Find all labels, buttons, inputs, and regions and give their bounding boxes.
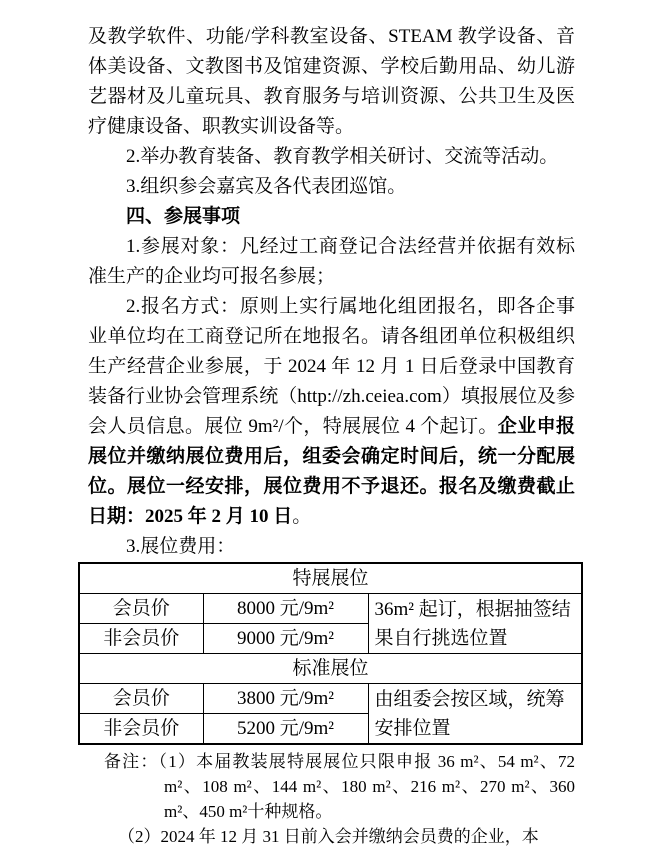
table-row-special-header — [79, 563, 582, 594]
price-type-cell: 会员价 — [79, 594, 203, 624]
registration-method-tail: 。 — [292, 506, 312, 527]
booth-fee-table — [78, 562, 583, 745]
paragraph-exhibit-scope-continued: 及教学软件、功能/学科教室设备、STEAM 教学设备、音体美设备、文教图书及馆建资源、学校后勤用品、幼儿游艺器材及儿童玩具、教育服务与培训资源、公共卫生及医疗健康设备、职教实训设备等。 — [88, 26, 575, 137]
table-row-special-member — [79, 594, 582, 624]
price-value-cell: 5200 元/9m² — [203, 714, 368, 745]
table-section-header-standard: 标准展位 — [79, 654, 582, 684]
table-section-header-special: 特展展位 — [79, 563, 582, 594]
table-row-standard-member — [79, 684, 582, 714]
remark-item-2: （2）2024 年 12 月 31 日前入会并缴纳会员费的企业，本 — [118, 827, 539, 846]
paragraph-booth-fee-label: 3.展位费用： — [126, 536, 236, 557]
booth-note-cell-standard: 由组委会按区域，统筹安排位置 — [368, 684, 582, 745]
price-type-cell: 非会员价 — [79, 714, 203, 745]
booth-note-cell-special: 36m² 起订，根据抽签结果自行挑选位置 — [368, 594, 582, 654]
price-value-cell: 3800 元/9m² — [203, 684, 368, 714]
paragraph-exhibitor-eligibility: 1.参展对象：凡经过工商登记合法经营并依据有效标准生产的企业均可报名参展； — [88, 236, 575, 287]
price-type-cell: 非会员价 — [79, 624, 203, 654]
table-row-standard-header — [79, 654, 582, 684]
price-value-cell: 8000 元/9m² — [203, 594, 368, 624]
section-heading-exhibition-matters: 四、参展事项 — [126, 206, 241, 227]
registration-method-text: 2.报名方式：原则上实行属地化组团报名，即各企事业单位均在工商登记所在地报名。请各组团单位积极组织生产经营企业参展，于 2024 年 12 月 1 日后登录中国教育装备行业协会管理系统（http://zh.ceiea.com）填报展位及参会人员信息。展位 9m²/个，特展展位 4 个起订。 — [88, 296, 575, 437]
paragraph-activity-item-2: 2.举办教育装备、教育教学相关研讨、交流等活动。 — [126, 146, 559, 167]
price-type-cell: 会员价 — [79, 684, 203, 714]
remark-item-1: 备注：（1）本届教装展特展展位只限申报 36 m²、54 m²、72 m²、108 m²、144 m²、180 m²、216 m²、270 m²、360 m²、450 m²十种规格。 — [104, 752, 575, 821]
registration-deadline-bold-text: 企业申报展位并缴纳展位费用后，组委会确定时间后，统一分配展位。展位一经安排，展位费用不予退还。报名及缴费截止日期：2025 年 2 月 10 日 — [88, 416, 575, 527]
paragraph-registration-method — [88, 292, 575, 532]
remarks-block — [88, 749, 575, 849]
paragraph-activity-item-3: 3.组织参会嘉宾及各代表团巡馆。 — [126, 176, 407, 197]
price-value-cell: 9000 元/9m² — [203, 624, 368, 654]
